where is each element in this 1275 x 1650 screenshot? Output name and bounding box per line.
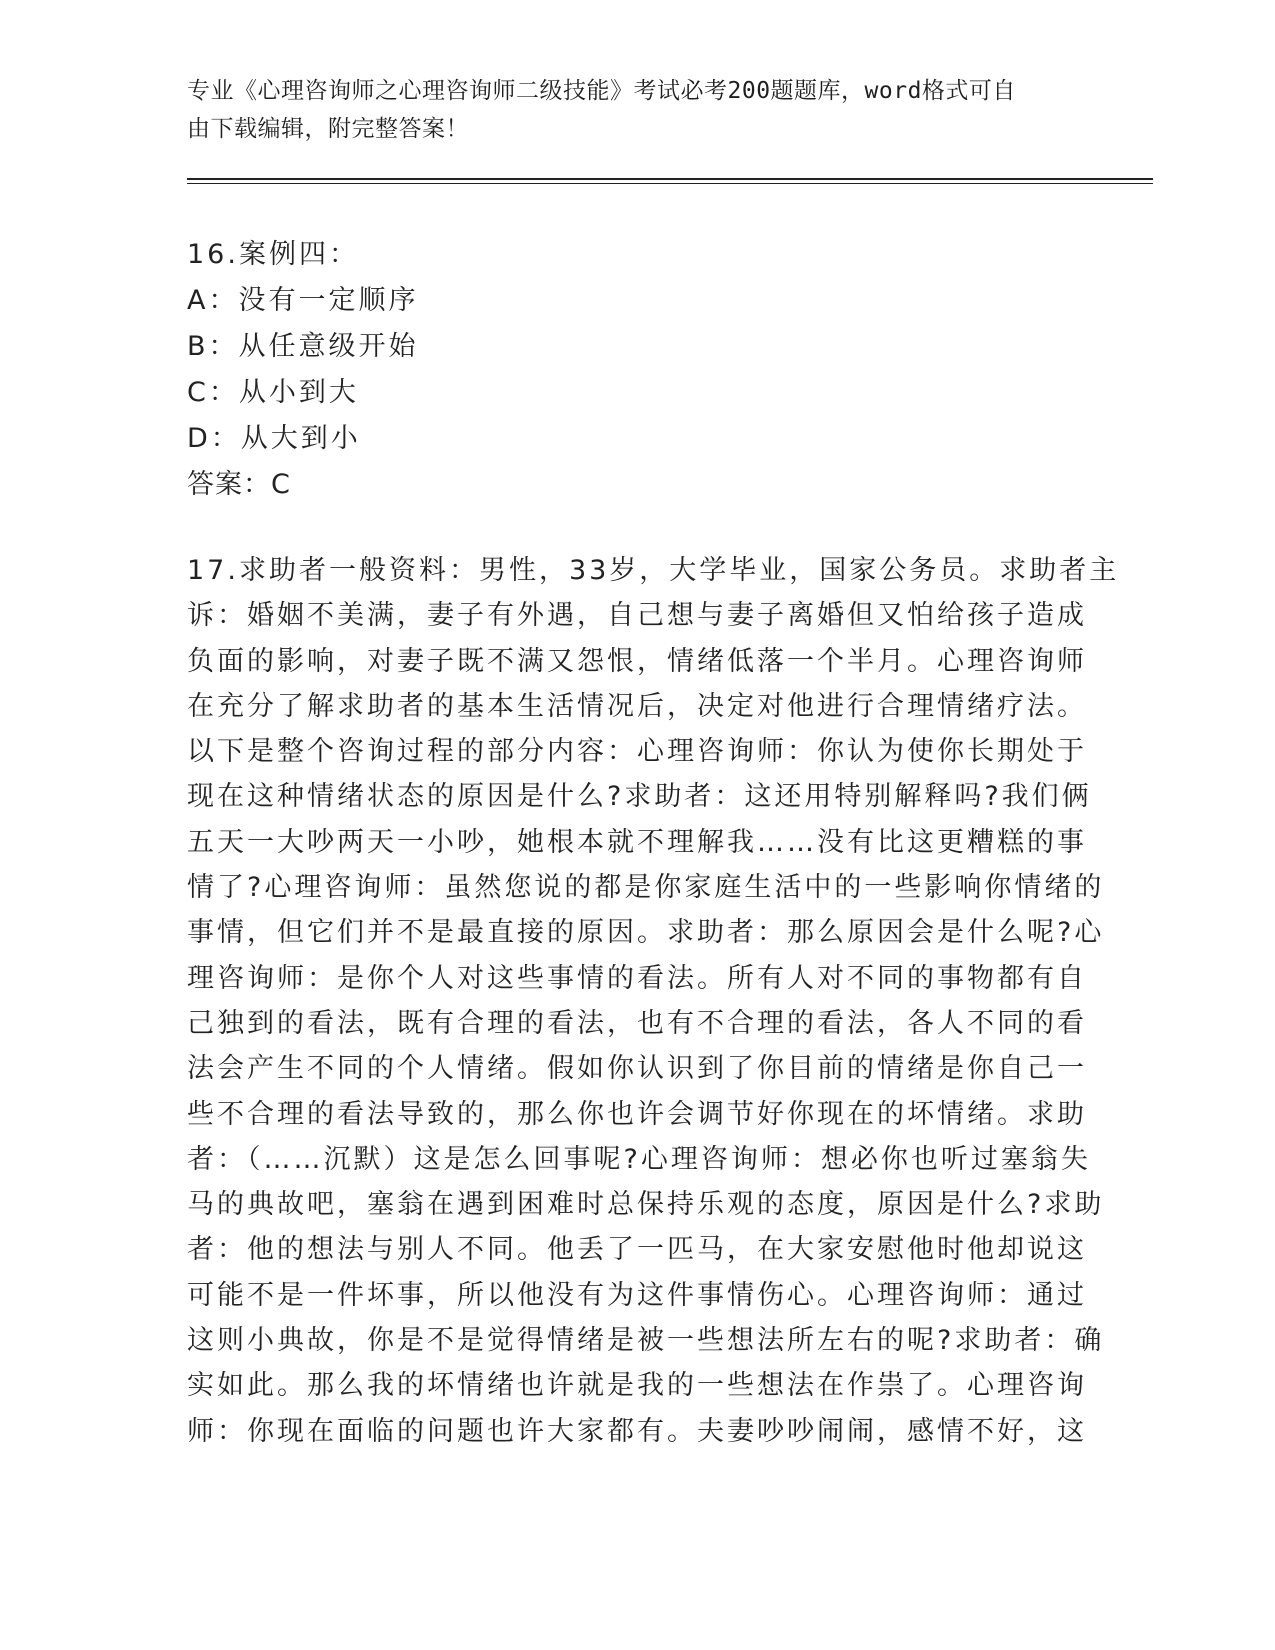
question-text-line: 这则小典故，你是不是觉得情绪是被一些想法所左右的呢?求助者：确 (187, 1325, 1105, 1357)
question-text-line: 事情，但它们并不是最直接的原因。求助者：那么原因会是什么呢?心 (187, 917, 1105, 949)
document-header (187, 72, 1057, 148)
question-text-line: 法会产生不同的个人情绪。假如你认识到了你目前的情绪是你自己一 (187, 1053, 1087, 1085)
question-text-line: 马的典故吧，塞翁在遇到困难时总保持乐观的态度，原因是什么?求助 (187, 1189, 1105, 1221)
answer-line: 答案：C (187, 469, 291, 500)
question-text-line: 己独到的看法，既有合理的看法，也有不合理的看法，各人不同的看 (187, 1007, 1087, 1039)
header-line: 专业《心理咨询师之心理咨询师二级技能》考试必考200题题库，word格式可自 (187, 78, 1016, 104)
option-b: B：从任意级开始 (187, 331, 419, 362)
question-stem: 16.案例四： (187, 239, 359, 270)
question-text-line: 实如此。那么我的坏情绪也许就是我的一些想法在作祟了。心理咨询 (187, 1370, 1087, 1402)
header-line: 由下载编辑，附完整答案！ (187, 116, 469, 142)
question-text-line: 在充分了解求助者的基本生活情况后，决定对他进行合理情绪疗法。 (187, 690, 1087, 722)
question-text-line: 理咨询师：是你个人对这些事情的看法。所有人对不同的事物都有自 (187, 962, 1087, 994)
question-16 (187, 232, 1087, 508)
question-text-line: 些不合理的看法导致的，那么你也许会调节好你现在的坏情绪。求助 (187, 1098, 1087, 1130)
question-text-line: 负面的影响，对妻子既不满又怨恨，情绪低落一个半月。心理咨询师 (187, 645, 1087, 677)
question-text-line: 者：他的想法与别人不同。他丢了一匹马，在大家安慰他时他却说这 (187, 1234, 1087, 1266)
option-d: D：从大到小 (187, 423, 361, 454)
question-text-line: 五天一大吵两天一小吵，她根本就不理解我……没有比这更糟糕的事 (187, 826, 1087, 858)
question-text-line: 以下是整个咨询过程的部分内容：心理咨询师：你认为使你长期处于 (187, 736, 1087, 768)
option-a: A：没有一定顺序 (187, 285, 419, 316)
header-divider (187, 178, 1153, 184)
question-text-line: 现在这种情绪状态的原因是什么?求助者：这还用特别解释吗?我们俩 (187, 781, 1092, 813)
question-text-line: 17.求助者一般资料：男性，33岁，大学毕业，国家公务员。求助者主 (187, 555, 1120, 586)
question-text-line: 师：你现在面临的问题也许大家都有。夫妻吵吵闹闹，感情不好，这 (187, 1415, 1087, 1447)
question-text-line: 者：（……沉默）这是怎么回事呢?心理咨询师：想必你也听过塞翁失 (187, 1143, 1091, 1175)
question-17 (187, 548, 1120, 1454)
option-c: C：从小到大 (187, 377, 359, 408)
question-text-line: 可能不是一件坏事，所以他没有为这件事情伤心。心理咨询师：通过 (187, 1279, 1087, 1311)
question-text-line: 情了?心理咨询师：虽然您说的都是你家庭生活中的一些影响你情绪的 (187, 872, 1105, 904)
question-text-line: 诉：婚姻不美满，妻子有外遇，自己想与妻子离婚但又怕给孩子造成 (187, 600, 1087, 632)
